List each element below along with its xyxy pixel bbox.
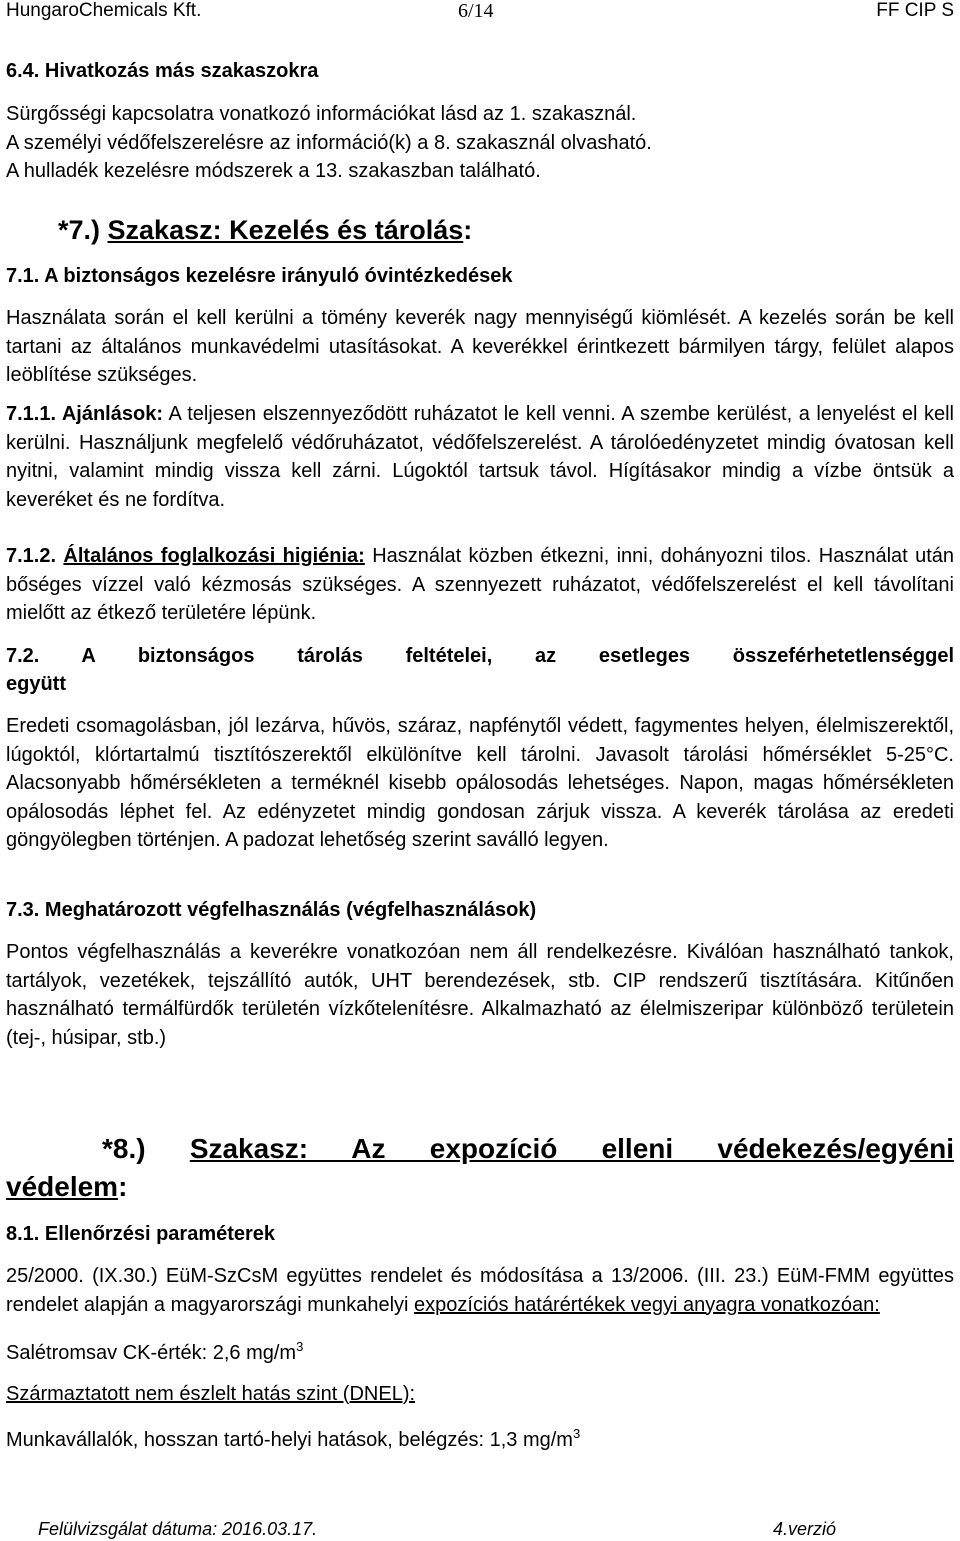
review-date: Felülvizsgálat dátuma: 2016.03.17. [38, 1519, 318, 1539]
document-id: FF CIP S [876, 0, 954, 21]
section-8-heading [6, 1130, 954, 1206]
section-7-2-title-cont: együtt [6, 673, 66, 695]
section-7-2-text: Eredeti csomagolásban, jól lezárva, hűvös, száraz, napfénytől védett, fagymentes helyen, élelmiszerektől, lúgoktól, klórtartalmú tisztítószerektől elkülönítve kell tárolni. Javasolt tárolási hőmérséklet 5-25°C. Alacsonyabb hőmérsékleten a terméknél kisebb opálosodás lehetséges. Napon, magas hőmérsékleten opálosodás léphet fel. Az edényzetet mindig gondosan zárjuk vissza. A keverék tárolása az eredeti göngyölegben történjen. A padozat lehetőség szerint saválló legyen. [6, 715, 954, 851]
section-8-1 [6, 1220, 954, 1455]
company-name: HungaroChemicals Kft. [6, 0, 202, 21]
section-7-2-title: 7.2. A biztonságos tárolás feltételei, az esetleges összeférhetetlenséggel [6, 645, 954, 667]
page-header [6, 0, 954, 30]
version: 4.verzió [772, 1519, 836, 1539]
section-7-1-2-label: Általános foglalkozási higiénia: [63, 545, 365, 567]
section-7-3-text: Pontos végfelhasználás a keverékre vonatkozóan nem áll rendelkezésre. Kiválóan használható tankok, tartályok, vezetékek, tejszállító autók, UHT berendezések, stb. CIP rendszerű tisztítására. Kitűnően használható termálfürdők területén vízkőtelenítésre. Alkalmazható az élelmiszeripar különböző területein (tej-, húsipar, stb.) [6, 941, 954, 1049]
section-6-4-line: Sürgősségi kapcsolatra vonatkozó információkat lásd az 1. szakasznál. [6, 103, 637, 125]
section-6-4-title: 6.4. Hivatkozás más szakaszokra [6, 60, 319, 82]
section-8-title-line2: védelem: [6, 1171, 128, 1202]
dnel-value: Munkavállalók, hosszan tartó-helyi hatások, belégzés: 1,3 $mg/m^3$ [6, 1426, 581, 1451]
section-7-3-title: 7.3. Meghatározott végfelhasználás (végfelhasználások) [6, 899, 537, 921]
section-7-title: *7.) Szakasz: Kezelés és tárolás: [58, 215, 473, 245]
page-number: 6/14 [458, 0, 494, 22]
ck-value: Salétromsav CK-érték: 2,6 $mg/m^3$ [6, 1339, 304, 1364]
section-7-heading [6, 213, 954, 247]
section-7-1-1-text: 7.1.1. Ajánlások: A teljesen elszennyeződött ruházatot le kell venni. A szembe kerülést, a lenyelést el kell kerülni. Használjunk megfelelő védőruházatot, védőfelszerelést. A tárolóedényzetet mindig óvatosan kell nyitni, valamint mindig vissza kell zárni. Lúgoktól tartsuk távol. Hígításakor mindig a vízbe öntsük a keveréket és ne fordítva. [6, 403, 955, 511]
section-7-title-text: Szakasz: Kezelés és tárolás [107, 215, 464, 245]
section-7-1-1-label: 7.1.1. Ajánlások: [6, 403, 163, 425]
section-7-1-1 [6, 400, 954, 514]
section-7-1-title: 7.1. A biztonságos kezelésre irányuló óvintézkedések [6, 265, 513, 287]
section-7-3 [6, 896, 954, 1052]
section-7-2 [6, 642, 954, 855]
section-7-1 [6, 262, 954, 390]
section-6-4-line: A hulladék kezelésre módszerek a 13. szakaszban található. [6, 160, 541, 182]
section-7-1-2-text: 7.1.2. Általános foglalkozási higiénia: Használat közben étkezni, inni, dohányozni tilos. Használat után bőséges vízzel való kézmosás szükséges. A szennyezett ruházatot, védőfelszerelést el kell távolítani mielőtt az étkező területére lépünk. [6, 545, 954, 624]
section-6-4-line: A személyi védőfelszerelésre az információ(k) a 8. szakasznál olvasható. [6, 131, 652, 154]
section-6-4 [6, 57, 954, 186]
section-8-title-line1: *8.) Szakasz: Az expozíció elleni védekezés/egyéni [102, 1133, 954, 1164]
exposure-limits-link: expozíciós határértékek vegyi anyagra vonatkozóan: [414, 1293, 880, 1316]
section-8-1-text: 25/2000. (IX.30.) EüM-SzCsM együttes rendelet és módosítása a 13/2006. (III. 23.) EüM-FMM együttes rendelet alapján a magyarországi munkahelyi expozíciós határértékek vegyi anyagra vonatkozóan: [6, 1265, 954, 1316]
section-7-1-2 [6, 542, 954, 628]
section-8-1-title: 8.1. Ellenőrzési paraméterek [6, 1223, 276, 1245]
dnel-label: Származtatott nem észlelt hatás szint (DNEL): [6, 1382, 416, 1405]
section-7-1-text: Használata során el kell kerülni a tömény keverék nagy mennyiségű kiömlését. A kezelés során be kell tartani az általános munkavédelmi utasításokat. A keverékkel érintkezett bármilyen tárgy, felület alapos leöblítése szükséges. [6, 307, 954, 386]
